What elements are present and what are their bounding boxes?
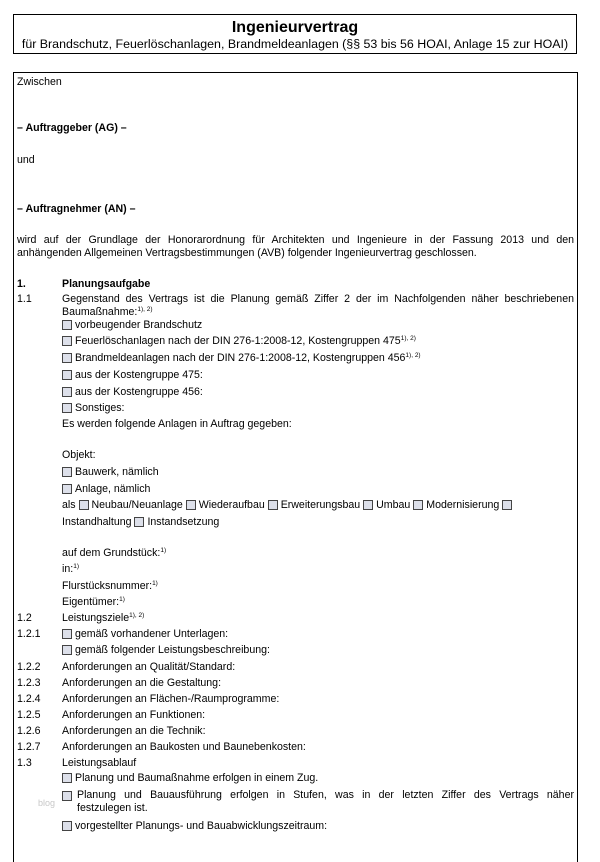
checkbox[interactable]	[79, 500, 89, 510]
footnote-ref: 1), 2)	[129, 612, 145, 619]
option-feuerloeschanlagen[interactable]	[62, 335, 416, 348]
subsection-number: 1.2.2	[17, 661, 41, 673]
checkbox[interactable]	[502, 500, 512, 510]
option-kostengruppe-456[interactable]	[62, 386, 203, 399]
section-1-3-title: Leistungsablauf	[62, 757, 137, 769]
subsection-label: Anforderungen an Qualität/Standard:	[62, 661, 236, 673]
checkbox[interactable]	[62, 821, 72, 831]
option-stufen[interactable]	[62, 789, 574, 815]
und-label: und	[17, 154, 35, 166]
section-1-title: Planungsaufgabe	[62, 278, 151, 290]
subsection-label: Anforderungen an die Technik:	[62, 725, 206, 737]
subsection-label: Anforderungen an Funktionen:	[62, 709, 206, 721]
flurstueck-label: Flurstücksnummer:	[62, 580, 153, 592]
intro-line-1: wird auf der Grundlage der Honorarordnung für Architekten und Ingenieure in der Fassung 2013 und den	[17, 234, 574, 246]
section-1-2-number: 1.2	[17, 612, 32, 624]
option-neubau: Neubau/Neuanlage	[91, 499, 183, 511]
footnote-ref: 1)	[152, 580, 158, 587]
subsection-label: Anforderungen an die Gestaltung:	[62, 677, 222, 689]
checkbox[interactable]	[363, 500, 373, 510]
subsection-number: 1.2.6	[17, 725, 41, 737]
checkbox[interactable]	[62, 370, 72, 380]
footnote-ref: 1)	[160, 547, 167, 554]
subsection-number: 1.2.3	[17, 677, 41, 689]
option-label-continued: festzulegen ist.	[77, 802, 148, 814]
option-modernisierung: Modernisierung	[426, 499, 500, 511]
section-1-1-number: 1.1	[17, 293, 32, 305]
als-label: als	[62, 499, 76, 511]
footnote-ref: 1)	[73, 563, 79, 570]
option-label: Bauwerk, nämlich	[75, 466, 159, 478]
subsection-label: Anforderungen an Flächen-/Raumprogramme:	[62, 693, 280, 705]
option-label: Planung und Bauausführung erfolgen in Stufen, was in der letzten Ziffer des Vertrags näher	[77, 789, 574, 801]
grundstueck-field[interactable]	[62, 547, 166, 560]
in-label: in:	[62, 563, 74, 575]
option-ein-zug[interactable]	[62, 772, 318, 785]
option-instandsetzung: Instandsetzung	[147, 516, 220, 528]
footnote-ref: 1), 2)	[400, 335, 416, 342]
footnote-ref: 1), 2)	[405, 352, 421, 359]
option-leistungsbeschreibung[interactable]	[62, 644, 270, 657]
checkbox[interactable]	[62, 336, 72, 346]
in-field[interactable]	[62, 563, 79, 576]
footnote-ref: 1)	[119, 596, 125, 603]
option-vorhandene-unterlagen[interactable]	[62, 628, 228, 641]
option-umbau: Umbau	[376, 499, 411, 511]
checkbox[interactable]	[62, 387, 72, 397]
option-anlage[interactable]	[62, 483, 150, 496]
title-box	[13, 14, 577, 54]
option-label: vorgestellter Planungs- und Bauabwicklungszeitraum:	[75, 820, 328, 832]
option-label: gemäß vorhandener Unterlagen:	[75, 628, 229, 640]
objekt-label: Objekt:	[62, 449, 96, 461]
option-label: Feuerlöschanlagen nach der DIN 276-1:2008-12, Kostengruppen 475	[75, 335, 401, 347]
option-vorbeugender-brandschutz[interactable]	[62, 319, 202, 332]
section-1-1-line-2	[62, 306, 153, 319]
option-kostengruppe-475[interactable]	[62, 369, 203, 382]
document-title: Ingenieurvertrag	[231, 19, 359, 36]
zwischen-label: Zwischen	[17, 76, 62, 88]
section-1-2-title	[62, 612, 144, 625]
subsection-number: 1.2.5	[17, 709, 41, 721]
checkbox[interactable]	[62, 629, 72, 639]
subsection-label: Anforderungen an Baukosten und Baunebenkosten:	[62, 741, 306, 753]
option-label: aus der Kostengruppe 456:	[75, 386, 203, 398]
flurstueck-field[interactable]	[62, 580, 158, 593]
option-label: Brandmeldeanlagen nach der DIN 276-1:2008-12, Kostengruppen 456	[75, 352, 406, 364]
subsection-number: 1.2.4	[17, 693, 41, 705]
document-subtitle: für Brandschutz, Feuerlöschanlagen, Brandmeldeanlagen (§§ 53 bis 56 HOAI, Anlage 15 zur HOAI)	[21, 37, 569, 51]
option-label: Sonstiges:	[75, 402, 125, 414]
watermark: blog	[38, 798, 56, 808]
grundstueck-label: auf dem Grundstück:	[62, 547, 161, 559]
eigentuemer-label: Eigentümer:	[62, 596, 120, 608]
section-1-1-line-1: Gegenstand des Vertrags ist die Planung gemäß Ziffer 2 der im Nachfolgenden näher beschriebenen	[62, 293, 574, 305]
option-label: vorbeugender Brandschutz	[75, 319, 203, 331]
option-brandmeldeanlagen[interactable]	[62, 352, 421, 365]
checkbox[interactable]	[62, 467, 72, 477]
checkbox[interactable]	[62, 791, 72, 801]
instand-row	[62, 516, 219, 529]
checkbox[interactable]	[62, 484, 72, 494]
eigentuemer-field[interactable]	[62, 596, 125, 609]
checkbox[interactable]	[62, 645, 72, 655]
option-erweiterungsbau: Erweiterungsbau	[280, 499, 361, 511]
checkbox[interactable]	[62, 403, 72, 413]
section-1-3-number: 1.3	[17, 757, 32, 769]
footnote-ref: 1), 2)	[137, 306, 153, 313]
option-bauwerk[interactable]	[62, 466, 159, 479]
section-1-2-1-number: 1.2.1	[17, 628, 41, 640]
subsection-number: 1.2.7	[17, 741, 41, 753]
option-sonstiges[interactable]	[62, 402, 124, 415]
option-zeitraum[interactable]	[62, 820, 327, 833]
anlagen-text: Es werden folgende Anlagen in Auftrag gegeben:	[62, 418, 292, 430]
als-row	[62, 499, 515, 512]
option-label: gemäß folgender Leistungsbeschreibung:	[75, 644, 270, 656]
checkbox[interactable]	[62, 353, 72, 363]
leistungsziele-label: Leistungsziele	[62, 612, 130, 624]
section-1-number: 1.	[17, 278, 26, 290]
option-label: Anlage, nämlich	[75, 483, 151, 495]
checkbox[interactable]	[186, 500, 196, 510]
checkbox[interactable]	[413, 500, 423, 510]
intro-line-2: anhängenden Allgemeinen Vertragsbestimmungen (AVB) folgender Ingenieurvertrag geschlossen.	[17, 247, 477, 259]
checkbox[interactable]	[134, 517, 144, 527]
auftragnehmer-label: – Auftragnehmer (AN) –	[17, 203, 136, 215]
checkbox[interactable]	[62, 773, 72, 783]
option-label: aus der Kostengruppe 475:	[75, 369, 203, 381]
auftraggeber-label: – Auftraggeber (AG) –	[17, 122, 127, 134]
option-label: Planung und Baumaßnahme erfolgen in einem Zug.	[75, 772, 319, 784]
option-instandhaltung: Instandhaltung	[62, 516, 132, 528]
baumassnahme-label: Baumaßnahme:	[62, 306, 138, 318]
checkbox[interactable]	[268, 500, 278, 510]
option-wiederaufbau: Wiederaufbau	[198, 499, 265, 511]
checkbox[interactable]	[62, 320, 72, 330]
